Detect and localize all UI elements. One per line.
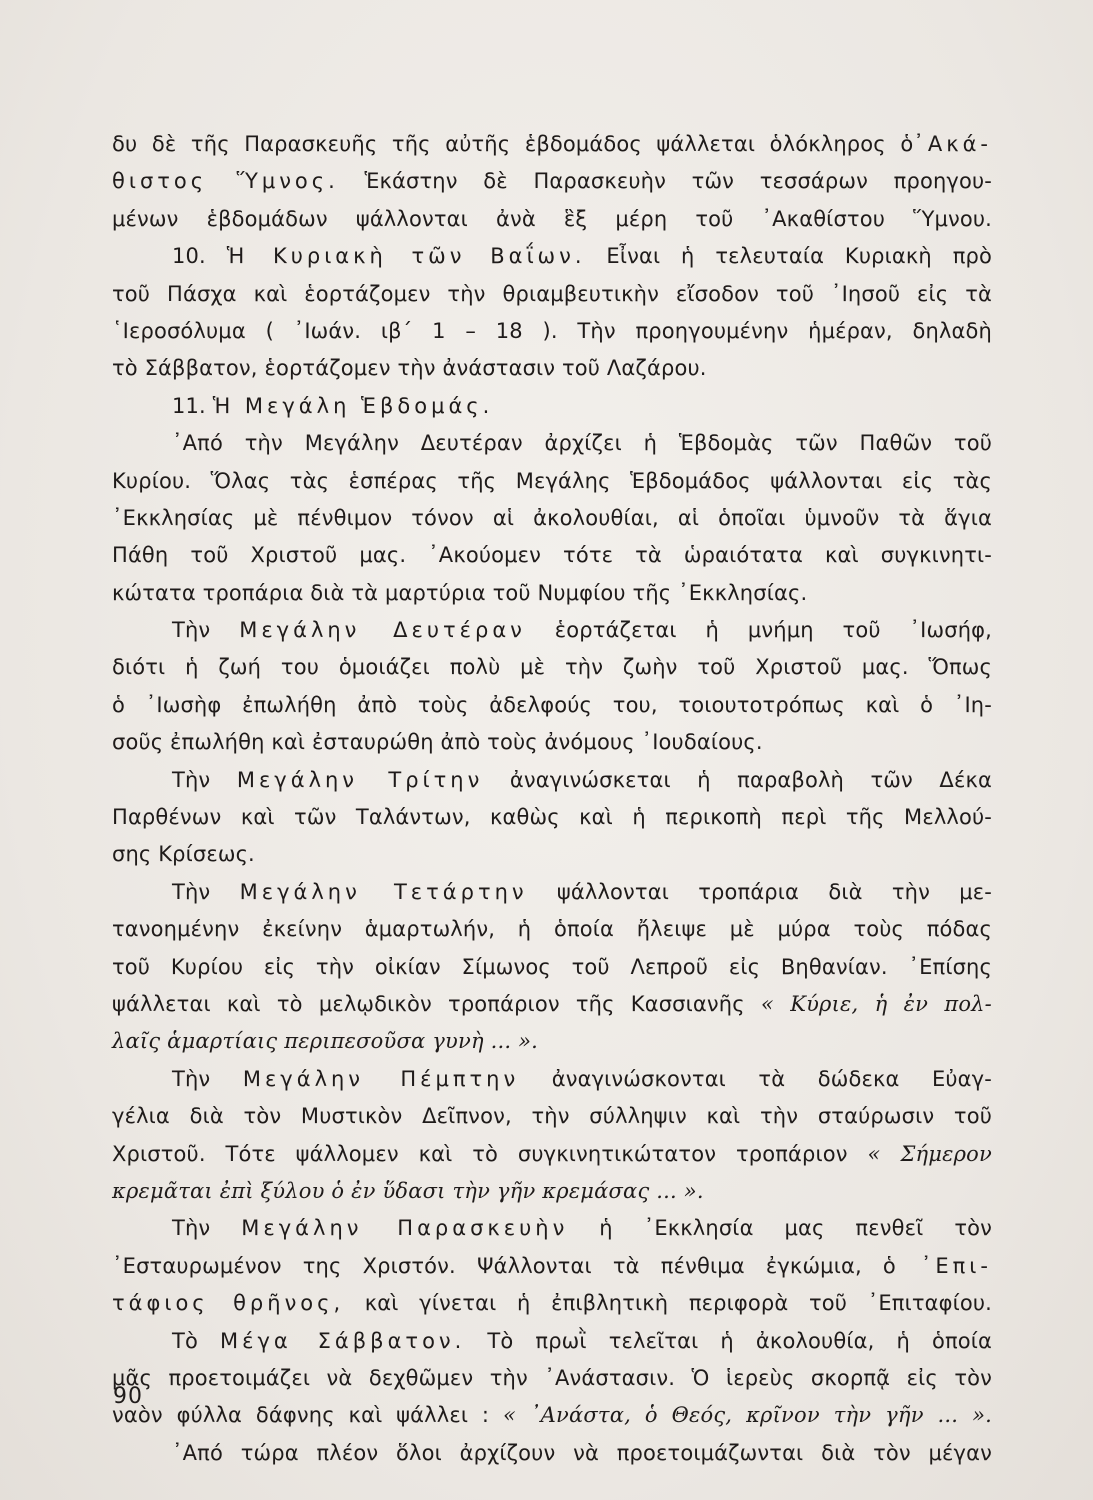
text-line: λαῖς ἁμαρτίαις περιπεσοῦσα γυνὴ ... ».: [112, 1029, 539, 1054]
paragraph-wednesday: Τὴν Μεγάλην Τετάρτην ψάλλονται τροπάρια διὰ τὴν με-: [172, 879, 992, 904]
text-line: τανοημένην ἐκείνην ἁμαρτωλήν, ἡ ὁποία ἤλειψε μὲ μύρα τοὺς πόδας: [112, 917, 992, 942]
text-line: Κυρίου. Ὅλας τὰς ἑσπέρας τῆς Μεγάλης Ἑβδομάδος ψάλλονται εἰς τὰς: [112, 468, 992, 493]
text-line: διότι ἡ ζωή του ὁμοιάζει πολὺ μὲ τὴν ζωὴν τοῦ Χριστοῦ μας. Ὅπως: [112, 655, 992, 680]
paragraph-thursday: Τὴν Μεγάλην Πέμπτην ἀναγινώσκονται τὰ δώδεκα Εὐαγ-: [172, 1066, 992, 1091]
text-line: μένων ἑβδομάδων ψάλλονται ἀνὰ ἓξ μέρη τοῦ ᾿Ακαθίστου Ὕμνου.: [112, 206, 992, 231]
body-text: [112, 126, 992, 1472]
text-line: δυ δὲ τῆς Παρασκευῆς τῆς αὐτῆς ἑβδομάδος ψάλλεται ὁλόκληρος ὁ᾿Ακά-: [112, 132, 992, 156]
section-heading-11: 11. Ἡ Μεγάλη Ἑβδομάς.: [172, 393, 494, 418]
text-line: ὁ ᾿Ιωσὴφ ἐπωλήθη ἀπὸ τοὺς ἀδελφούς του, τοιουτοτρόπως καὶ ὁ ᾿Ιη-: [112, 692, 992, 717]
paragraph-tuesday: Τὴν Μεγάλην Τρίτην ἀναγινώσκεται ἡ παραβολὴ τῶν Δέκα: [172, 767, 992, 792]
text-line: τὸ Σάββατον, ἑορτάζομεν τὴν ἀνάστασιν τοῦ Λαζάρου.: [112, 356, 707, 381]
text-line: ᾿Από τώρα πλέον ὅλοι ἀρχίζουν νὰ προετοιμάζωνται διὰ τὸν μέγαν: [172, 1440, 992, 1465]
text-line: σοῦς ἐπωλήθη καὶ ἐσταυρώθη ἀπὸ τοὺς ἀνόμους ᾿Ιουδαίους.: [112, 730, 763, 755]
paragraph-saturday: Τὸ Μέγα Σάββατον. Τὸ πρωῒ τελεῖται ἡ ἀκολουθία, ἡ ὁποία: [172, 1328, 992, 1353]
text-line: Χριστοῦ. Τότε ψάλλομεν καὶ τὸ συγκινητικώτατον τροπάριον « Σήμερον: [112, 1141, 992, 1166]
text-line: τάφιος θρῆνος, καὶ γίνεται ἡ ἐπιβλητικὴ περιφορὰ τοῦ ᾿Επιταφίου.: [112, 1291, 992, 1316]
text-line: τοῦ Πάσχα καὶ ἑορτάζομεν τὴν θριαμβευτικὴν εἴσοδον τοῦ ᾿Ιησοῦ εἰς τὰ: [112, 281, 992, 306]
text-line: ψάλλεται καὶ τὸ μελῳδικὸν τροπάριον τῆς Κασσιανῆς « Κύριε, ἡ ἐν πολ-: [112, 991, 992, 1016]
paragraph-monday: Τὴν Μεγάλην Δευτέραν ἑορτάζεται ἡ μνήμη τοῦ ᾿Ιωσήφ,: [172, 618, 992, 643]
text-line: γέλια διὰ τὸν Μυστικὸν Δεῖπνον, τὴν σύλληψιν καὶ τὴν σταύρωσιν τοῦ: [112, 1104, 992, 1129]
text-line: κώτατα τροπάρια διὰ τὰ μαρτύρια τοῦ Νυμφίου τῆς ᾿Εκκλησίας.: [112, 580, 808, 605]
text-line: ῾Ιεροσόλυμα ( ᾿Ιωάν. ιβ΄ 1 – 18 ). Τὴν προηγουμένην ἡμέραν, δηλαδὴ: [112, 318, 992, 343]
text-line: Παρθένων καὶ τῶν Ταλάντων, καθὼς καὶ ἡ περικοπὴ περὶ τῆς Μελλού-: [112, 805, 992, 830]
text-line: ᾿Εσταυρωμένον της Χριστόν. Ψάλλονται τὰ πένθιμα ἐγκώμια, ὁ ᾿Επι-: [112, 1253, 992, 1278]
text-line: μᾶς προετοιμάζει νὰ δεχθῶμεν τὴν ᾿Ανάστασιν. Ὁ ἱερεὺς σκορπᾷ εἰς τὸν: [112, 1365, 992, 1390]
text-line: τοῦ Κυρίου εἰς τὴν οἰκίαν Σίμωνος τοῦ Λεπροῦ εἰς Βηθανίαν. ᾿Επίσης: [112, 954, 992, 979]
page-number: 90: [113, 1384, 143, 1409]
text-line: σης Κρίσεως.: [112, 842, 255, 867]
text-line: Πάθη τοῦ Χριστοῦ μας. ᾿Ακούομεν τότε τὰ ὡραιότατα καὶ συγκινητι-: [112, 543, 992, 568]
text-line: ᾿Εκκλησίας μὲ πένθιμον τόνον αἱ ἀκολουθίαι, αἱ ὁποῖαι ὑμνοῦν τὰ ἅγια: [112, 505, 992, 530]
text-line: ᾿Από τὴν Μεγάλην Δευτέραν ἀρχίζει ἡ Ἑβδομὰς τῶν Παθῶν τοῦ: [172, 431, 992, 456]
paragraph-friday: Τὴν Μεγάλην Παρασκευὴν ἡ ᾿Εκκλησία μας πενθεῖ τὸν: [172, 1216, 992, 1241]
text-line: ναὸν φύλλα δάφνης καὶ ψάλλει : « ᾿Ανάστα, ὁ Θεός, κρῖνον τὴν γῆν ... ».: [112, 1403, 993, 1428]
text-line: κρεμᾶται ἐπὶ ξύλου ὁ ἐν ὕδασι τὴν γῆν κρεμάσας ... ».: [112, 1178, 704, 1203]
text-line: θιστος Ὕμνος. Ἑκάστην δὲ Παρασκευὴν τῶν τεσσάρων προηγου-: [112, 169, 993, 194]
section-heading-10: 10. Ἡ Κυριακὴ τῶν Βαΐων. Εἶναι ἡ τελευταία Κυριακὴ πρὸ: [172, 244, 992, 269]
